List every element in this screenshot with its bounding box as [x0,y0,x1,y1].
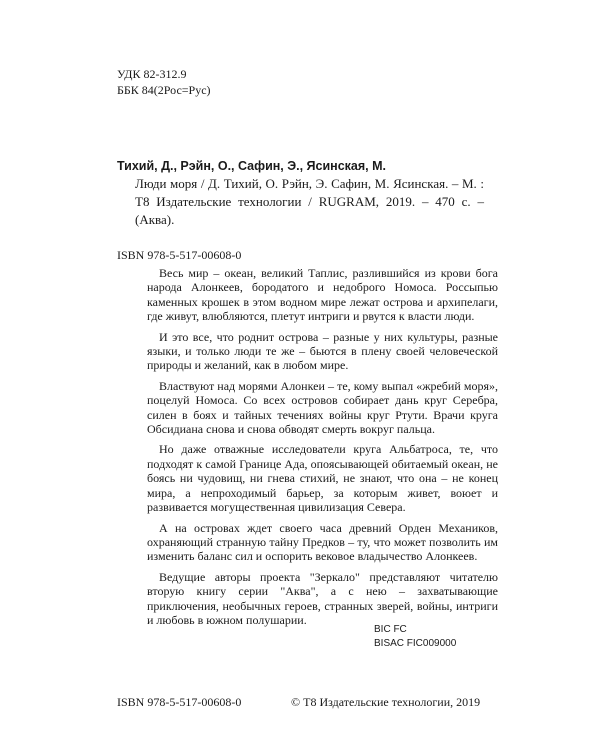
isbn-top: ISBN 978-5-517-00608-0 [117,248,242,262]
annotation-paragraph: И это все, что роднит острова – разные у них культуры, разные языки, и только люди те же – бьются в плену своей человеческой природы и желаний, как в любом мире. [147,329,498,373]
annotation-paragraph: Весь мир – океан, великий Таплис, разлившийся из крови бога народа Алонкеев, бородатого и недоброго Номоса. Россыпью каменных крошек в этом водном мире лежат острова и архипелаги, где живут, влюбляются, плетут интриги и рвутся к власти люди. [147,266,498,324]
annotation-paragraph: Властвуют над морями Алонкеи – те, кому выпал «жребий моря», поцелуй Номоса. Со всех островов собирает дань круг Серебра, силен в боях и тайных течениях войны круг Ртути. Врачи круга Обсидиана снова и снова обводят смерть вокруг пальца. [147,378,498,437]
annotation-paragraph: А на островах ждет своего часа древний Орден Механиков, охраняющий странную тайну Предков – ту, что может позволить им изменить баланс сил и оспорить вековое владычество Алонкеев. [147,520,498,564]
bibliographic-description: Люди моря / Д. Тихий, О. Рэйн, Э. Сафин, М. Ясинская. – М. : Т8 Издательские технологии / RUGRAM, 2019. – 470 с. – (Аква). [135,176,484,227]
authors: Тихий, Д., Рэйн, О., Сафин, Э., Ясинская, М. [117,159,387,173]
bibliographic-record [117,157,484,229]
bic-code: BIC FC [374,624,407,635]
annotation-paragraph: Ведущие авторы проекта "Зеркало" представляют читателю вторую книгу серии "Аква", а с нею – захватывающие приключения, необычных героев, странных зверей, войны, интриги и любовь в южном полушарии. [147,569,498,627]
udk-code: УДК 82-312.9 [117,67,187,81]
bbk-code: ББК 84(2Рос=Рус) [117,83,211,97]
annotation [147,266,498,627]
subject-codes [374,623,456,651]
bisac-code: BISAC FIC009000 [374,638,457,649]
classification-block [117,66,211,98]
annotation-paragraph: Но даже отважные исследователи круга Альбатроса, те, что подходят к самой Границе Ада, опоясывающей обитаемый океан, не боясь ни чудовищ, ни гнева стихий, не знают, что она – не конец мира, а непроходимый барьер, за которым живет, воюет и развивается могущественная цивилизация Севера. [147,442,498,515]
isbn-bottom: ISBN 978-5-517-00608-0 [117,695,242,709]
copyright: © Т8 Издательские технологии, 2019 [291,695,481,709]
